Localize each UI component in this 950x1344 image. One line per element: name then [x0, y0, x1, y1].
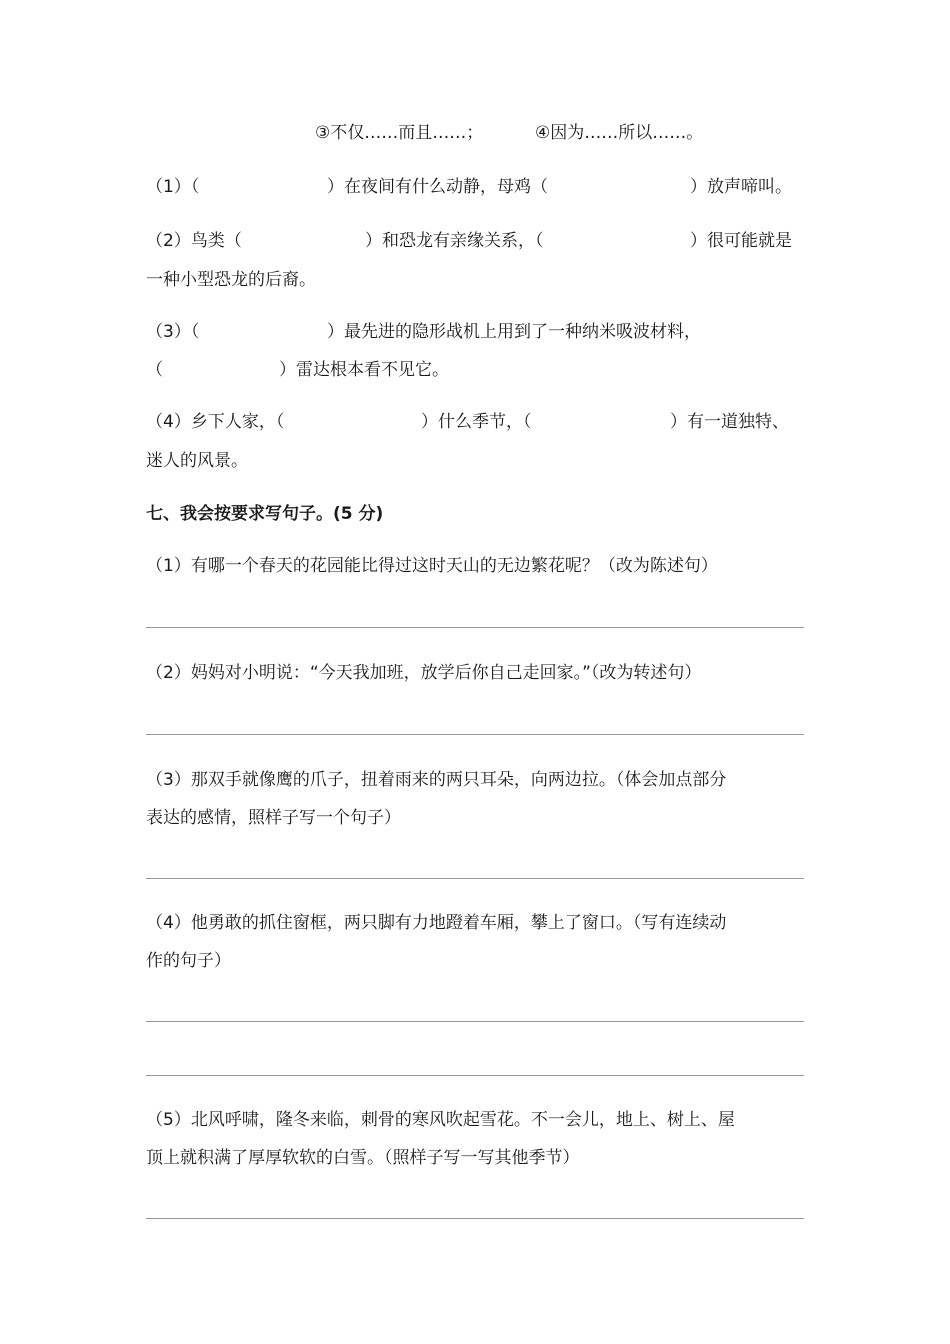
section-7-title: 七、我会按要求写句子。(5 分) [146, 504, 384, 524]
fill-q2-part-c: ）很可能就是 [690, 231, 792, 251]
fill-q4-part-a: （4）乡下人家，（ [146, 412, 285, 432]
fill-q3-part-a: （3）（ [146, 322, 200, 342]
fill-q1-part-b: ）在夜间有什么动静，母鸡（ [327, 177, 548, 197]
fill-q1-part-a: （1）（ [146, 177, 200, 197]
option-4: ④因为……所以……。 [535, 123, 704, 143]
answer-line-2 [146, 734, 804, 735]
section-7-item-2: （2）妈妈对小明说：“今天我加班，放学后你自己走回家。”（改为转述句） [146, 663, 702, 683]
section-7-item-4-line1: （4）他勇敢的抓住窗框，两只脚有力地蹬着车厢，攀上了窗口。（写有连续动 [146, 913, 727, 933]
section-7-item-4-line2: 作的句子） [146, 951, 231, 971]
answer-line-5 [146, 1218, 804, 1219]
fill-q1-part-c: ）放声啼叫。 [690, 177, 792, 197]
fill-q2-line2: 一种小型恐龙的后裔。 [146, 270, 316, 290]
fill-q4-line2: 迷人的风景。 [146, 451, 248, 471]
section-7-item-3-line2: 表达的感情，照样子写一个句子） [146, 808, 401, 828]
answer-line-4b [146, 1075, 804, 1076]
option-3: ③不仅……而且……； [315, 123, 484, 143]
section-7-item-1: （1）有哪一个春天的花园能比得过这时天山的无边繁花呢？（改为陈述句） [146, 556, 718, 576]
answer-line-1 [146, 627, 804, 628]
answer-line-3 [146, 878, 804, 879]
fill-q4-part-c: ）有一道独特、 [670, 412, 789, 432]
fill-q2-part-b: ）和恐龙有亲缘关系，（ [365, 231, 544, 251]
fill-q4-part-b: ）什么季节，（ [421, 412, 532, 432]
fill-q3-line2-a: （ [146, 360, 163, 380]
section-7-item-5-line2: 顶上就积满了厚厚软软的白雪。（照样子写一写其他季节） [146, 1148, 580, 1168]
fill-q3-part-b: ）最先进的隐形战机上用到了一种纳米吸波材料， [327, 322, 701, 342]
fill-q3-line2-b: ）雷达根本看不见它。 [279, 360, 449, 380]
section-7-item-3-line1: （3）那双手就像鹰的爪子，扭着雨来的两只耳朵，向两边拉。（体会加点部分 [146, 770, 727, 790]
answer-line-4a [146, 1021, 804, 1022]
fill-q2-part-a: （2）鸟类（ [146, 231, 242, 251]
section-7-item-5-line1: （5）北风呼啸，隆冬来临，刺骨的寒风吹起雪花。不一会儿，地上、树上、屋 [146, 1110, 735, 1130]
